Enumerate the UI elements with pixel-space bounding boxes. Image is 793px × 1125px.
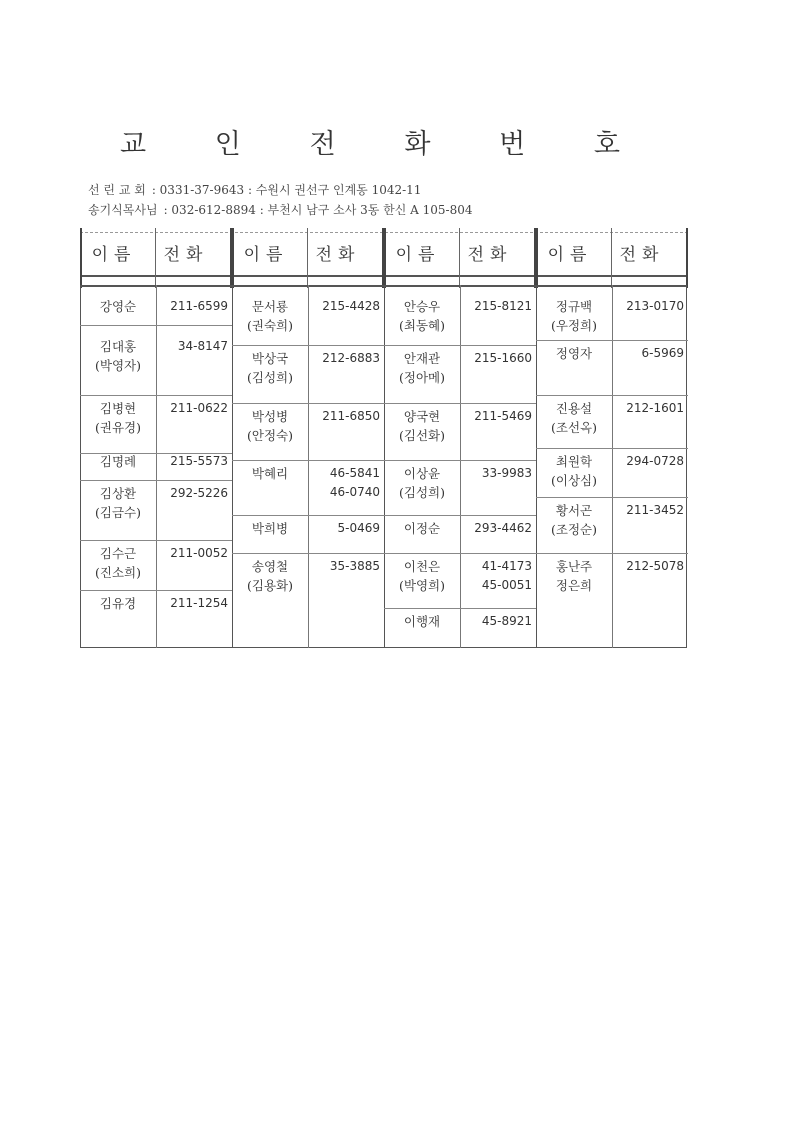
column-header: [80, 232, 224, 272]
member-name: 이정순: [403, 521, 441, 536]
spouse-name: (박영자): [95, 358, 141, 373]
spouse-name: (김선화): [399, 428, 445, 443]
directory-entry: [384, 460, 536, 515]
phone-number: 45-8921: [481, 614, 532, 628]
phone-number: 211-5469: [474, 409, 532, 423]
directory-entry: [80, 448, 232, 480]
member-name: 박희병: [251, 521, 289, 536]
phone-number: 212-5078: [626, 559, 684, 573]
row-divider: [80, 325, 232, 326]
header-phone-label: 전화: [315, 244, 361, 265]
phone-number: 293-4462: [474, 521, 532, 535]
phone-number: 215-8121: [474, 299, 532, 313]
header-name-label: 이름: [395, 244, 441, 265]
title-char: 호: [593, 129, 620, 160]
column-header: [384, 232, 528, 272]
info-label: 선 린 교 회: [88, 183, 146, 197]
header-divider: [686, 228, 688, 288]
phone-number: 213-0170: [626, 299, 684, 313]
title-char: 전: [309, 129, 336, 160]
directory-entry: [232, 515, 384, 553]
spouse-name: (정아메): [399, 370, 445, 385]
header-phone-label: 전화: [163, 244, 209, 265]
pastor-info-line: [88, 201, 479, 218]
directory-entry: [384, 608, 536, 648]
member-name: 박혜리: [251, 466, 289, 481]
directory-column: [232, 285, 384, 648]
spouse-name: (최동혜): [399, 318, 445, 333]
member-name: 정영자: [555, 346, 593, 361]
directory-entry: [80, 540, 232, 590]
spouse-name: (박영희): [399, 578, 445, 593]
member-name: 이상윤: [403, 466, 441, 481]
directory-entry: [536, 293, 688, 340]
phone-number-secondary: 46-0740: [329, 485, 380, 499]
info-label: 송기식목사님: [88, 203, 158, 217]
phone-number: 211-6850: [322, 409, 380, 423]
member-name: 김수근: [99, 546, 137, 561]
phone-number: 212-6883: [322, 351, 380, 365]
member-name: 박성병: [251, 409, 289, 424]
member-name: 이행재: [403, 614, 441, 629]
spouse-name: (조정순): [551, 522, 597, 537]
spouse-name: (권유경): [95, 420, 141, 435]
header-name-label: 이름: [91, 244, 137, 265]
directory-entry: [536, 448, 688, 497]
member-name: 강영순: [99, 299, 137, 314]
page-title: [120, 122, 620, 161]
phone-number: 6-5969: [641, 346, 684, 360]
directory-entry: [384, 403, 536, 460]
phone-number: 33-9983: [481, 466, 532, 480]
phone-number: 211-1254: [170, 596, 228, 610]
spouse-name: (이상심): [551, 473, 597, 488]
column-header: [232, 232, 376, 272]
column-header: [536, 232, 680, 272]
spouse-name: 정은희: [555, 578, 593, 593]
directory-entry: [232, 460, 384, 515]
member-name: 김명례: [99, 454, 137, 469]
info-value: : 032-612-8894 : 부천시 남구 소사 3동 한신 A 105-804: [163, 203, 473, 217]
phone-number: 35-3885: [329, 559, 380, 573]
spouse-name: (안정숙): [247, 428, 293, 443]
phone-number: 211-0052: [170, 546, 228, 560]
phone-number: 215-4428: [322, 299, 380, 313]
directory-entry: [232, 293, 384, 345]
phone-number: 211-3452: [626, 503, 684, 517]
directory-entry: [536, 553, 688, 648]
title-char: 교: [120, 129, 147, 160]
directory-entry: [80, 590, 232, 648]
header-phone-label: 전화: [467, 244, 513, 265]
phone-number: 215-1660: [474, 351, 532, 365]
header-phone-label: 전화: [619, 244, 665, 265]
directory-entry: [232, 403, 384, 460]
spouse-name: (김금수): [95, 505, 141, 520]
member-name: 이천은: [403, 559, 441, 574]
directory-entry: [384, 515, 536, 553]
phone-number-secondary: 45-0051: [481, 578, 532, 592]
member-name: 김상환: [99, 486, 137, 501]
spouse-name: (김용화): [247, 578, 293, 593]
header-name-label: 이름: [547, 244, 593, 265]
member-name: 안승우: [403, 299, 441, 314]
directory-entry: [536, 340, 688, 395]
member-name: 송영철: [251, 559, 289, 574]
member-name: 정규백: [555, 299, 593, 314]
directory-entry: [384, 345, 536, 403]
directory-entry: [536, 497, 688, 553]
phone-number: 215-5573: [170, 454, 228, 468]
member-name: 김대홍: [99, 339, 137, 354]
phone-number: 212-1601: [626, 401, 684, 415]
directory-entry: [384, 293, 536, 345]
title-char: 번: [499, 129, 526, 160]
spouse-name: (김성희): [247, 370, 293, 385]
member-name: 박상국: [251, 351, 289, 366]
spouse-name: (진소희): [95, 565, 141, 580]
phone-number: 211-6599: [170, 299, 228, 313]
spouse-name: (김성희): [399, 485, 445, 500]
spouse-name: (우정희): [551, 318, 597, 333]
directory-entry: [536, 395, 688, 448]
directory-column: [384, 285, 536, 648]
member-name: 김병현: [99, 401, 137, 416]
phone-number: 46-5841: [329, 466, 380, 480]
directory-entry: [232, 553, 384, 648]
spouse-name: (권숙희): [247, 318, 293, 333]
member-name: 진용설: [555, 401, 593, 416]
member-name: 홍난주: [555, 559, 593, 574]
church-info-line: [88, 181, 427, 198]
directory-entry: [80, 293, 232, 325]
member-name: 황서곤: [555, 503, 593, 518]
directory-column: [80, 285, 232, 648]
phone-number: 34-8147: [177, 339, 228, 353]
phone-number: 5-0469: [337, 521, 380, 535]
title-char: 화: [404, 129, 431, 160]
member-name: 김유경: [99, 596, 137, 611]
directory-entry: [232, 345, 384, 403]
directory-entry: [80, 395, 232, 453]
spouse-name: (조선옥): [551, 420, 597, 435]
phone-number: 211-0622: [170, 401, 228, 415]
title-char: 인: [214, 129, 241, 160]
member-name: 문서룡: [251, 299, 289, 314]
member-name: 안재관: [403, 351, 441, 366]
directory-entry: [80, 480, 232, 540]
member-name: 최원학: [555, 454, 593, 469]
phone-number: 41-4173: [481, 559, 532, 573]
directory-entry: [384, 553, 536, 608]
info-value: : 0331-37-9643 : 수원시 권선구 인계동 1042-11: [151, 183, 422, 197]
phone-number: 294-0728: [626, 454, 684, 468]
header-name-label: 이름: [243, 244, 289, 265]
directory-entry: [80, 333, 232, 395]
phone-number: 292-5226: [170, 486, 228, 500]
directory-column: [536, 285, 688, 648]
member-name: 양국현: [403, 409, 441, 424]
